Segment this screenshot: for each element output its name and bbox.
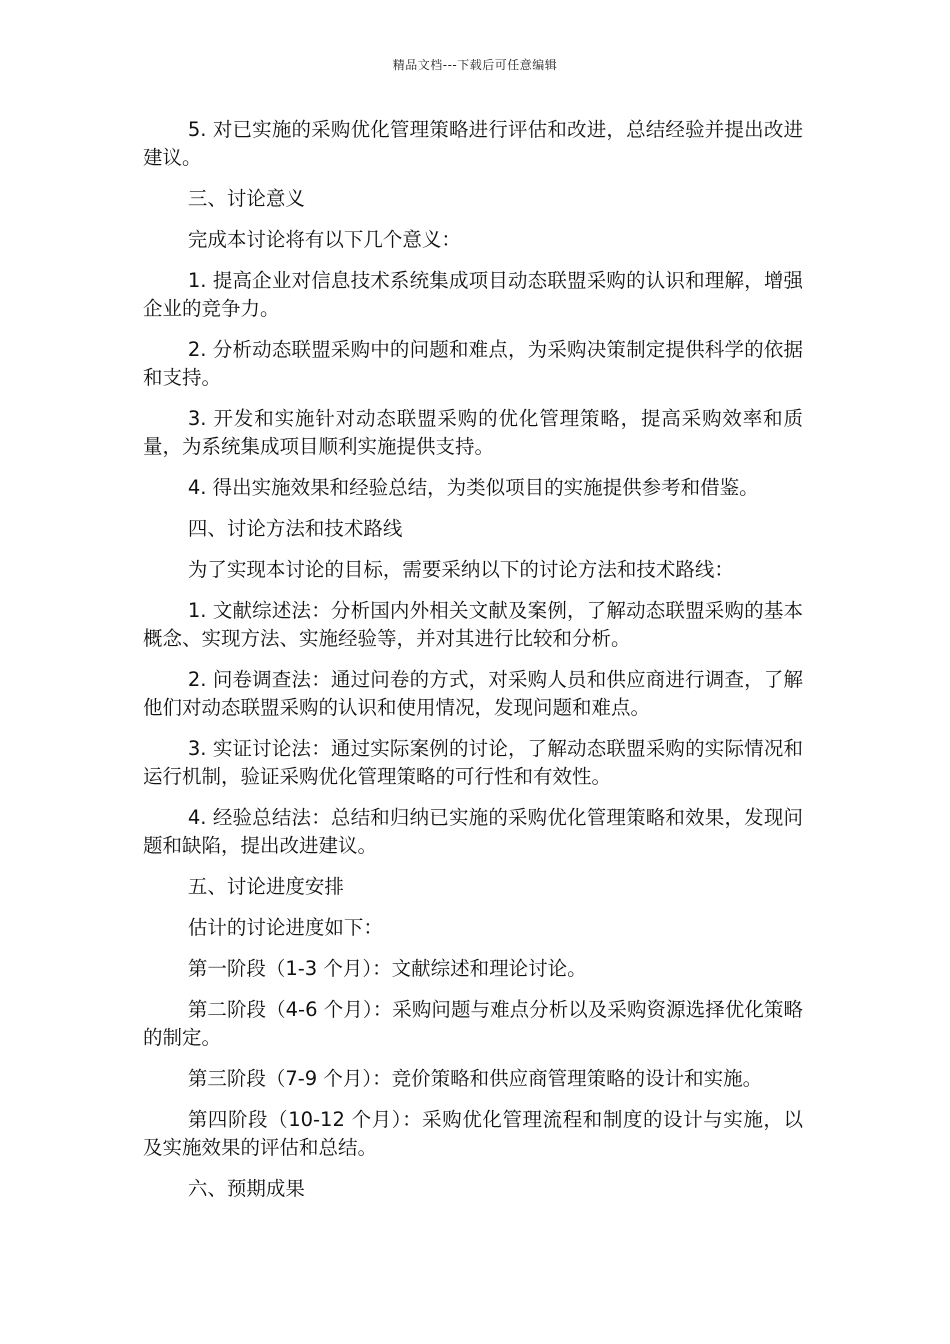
method-item-3: 3. 实证讨论法：通过实际案例的讨论，了解动态联盟采购的实际情况和运行机制，验证采购优化管理策略的可行性和有效性。 — [143, 737, 803, 788]
paragraph-evaluate-improve: 5. 对已实施的采购优化管理策略进行评估和改进，总结经验并提出改进建议。 — [143, 118, 803, 169]
document-body — [143, 116, 803, 1216]
paragraph-significance-intro: 完成本讨论将有以下几个意义： — [187, 228, 461, 251]
significance-item-2: 2. 分析动态联盟采购中的问题和难点，为采购决策制定提供科学的依据和支持。 — [143, 338, 803, 389]
schedule-phase-2: 第二阶段（4-6 个月）：采购问题与难点分析以及采购资源选择优化策略的制定。 — [143, 998, 803, 1049]
section-heading-significance: 三、讨论意义 — [187, 187, 305, 210]
section-heading-expected-results: 六、预期成果 — [187, 1177, 305, 1200]
paragraph-schedule-intro: 估计的讨论进度如下： — [187, 916, 383, 939]
method-item-1: 1. 文献综述法：分析国内外相关文献及案例，了解动态联盟采购的基本概念、实现方法、实施经验等，并对其进行比较和分析。 — [143, 599, 803, 650]
significance-item-4: 4. 得出实施效果和经验总结，为类似项目的实施提供参考和借鉴。 — [187, 476, 759, 499]
method-item-4: 4. 经验总结法：总结和归纳已实施的采购优化管理策略和效果，发现问题和缺陷，提出改进建议。 — [143, 806, 803, 857]
schedule-phase-3: 第三阶段（7-9 个月）：竞价策略和供应商管理策略的设计和实施。 — [187, 1067, 763, 1090]
significance-item-1: 1. 提高企业对信息技术系统集成项目动态联盟采购的认识和理解，增强企业的竞争力。 — [143, 269, 803, 320]
paragraph-methods-intro: 为了实现本讨论的目标，需要采纳以下的讨论方法和技术路线： — [187, 558, 734, 581]
section-heading-methods: 四、讨论方法和技术路线 — [187, 517, 403, 540]
significance-item-3: 3. 开发和实施针对动态联盟采购的优化管理策略，提高采购效率和质量，为系统集成项目顺利实施提供支持。 — [143, 407, 803, 458]
method-item-2: 2. 问卷调查法：通过问卷的方式，对采购人员和供应商进行调查，了解他们对动态联盟采购的认识和使用情况，发现问题和难点。 — [143, 668, 803, 719]
section-heading-schedule: 五、讨论进度安排 — [187, 875, 344, 898]
page-header: 精品文档---下载后可任意编辑 — [392, 58, 558, 72]
schedule-phase-4: 第四阶段（10-12 个月）：采购优化管理流程和制度的设计与实施，以及实施效果的评估和总结。 — [143, 1108, 803, 1159]
schedule-phase-1: 第一阶段（1-3 个月）：文献综述和理论讨论。 — [187, 957, 587, 980]
